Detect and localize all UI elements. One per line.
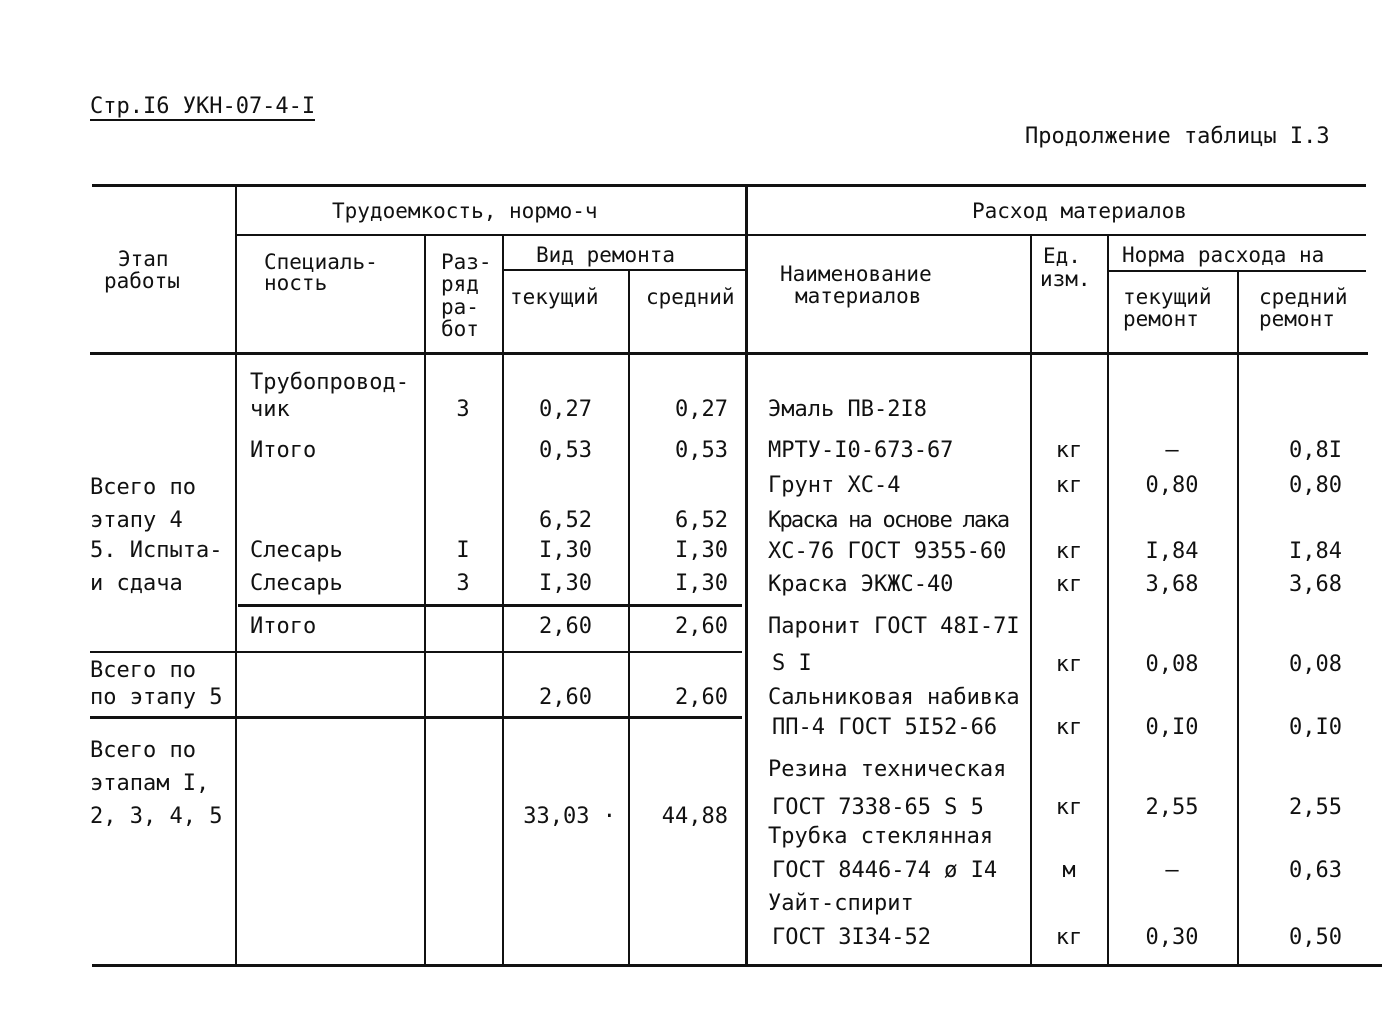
header-cons-current-2: ремонт <box>1123 307 1199 331</box>
header-consumption-group: Норма расхода на <box>1122 243 1325 267</box>
cons-medium-cell: 0,8I <box>1289 438 1342 463</box>
table-top-rule <box>92 184 1366 187</box>
grade-cell: I <box>456 538 470 563</box>
header-specialty-1: Специаль- <box>264 250 378 274</box>
col-divider-unit <box>1107 235 1109 965</box>
unit-cell: кг <box>1055 925 1083 950</box>
cons-current-cell: – <box>1165 438 1179 463</box>
current-hours-cell: 33,03 · <box>523 804 616 829</box>
stage-cell: и сдача <box>90 571 183 596</box>
col-divider-stage <box>235 186 237 965</box>
header-cons-medium-2: ремонт <box>1259 307 1335 331</box>
specialty-cell: Слесарь <box>250 571 343 596</box>
table-bottom-rule <box>92 964 1382 967</box>
material-name-cell: ГОСТ 3I34-52 <box>772 925 931 950</box>
unit-cell: кг <box>1055 572 1083 597</box>
specialty-cell: Слесарь <box>250 538 343 563</box>
material-name-cell: Сальниковая набивка <box>768 685 1020 710</box>
header-cons-current-1: текущий <box>1123 285 1212 309</box>
header-medium: средний <box>646 285 735 309</box>
current-hours-cell: 2,60 <box>539 614 592 639</box>
col-divider-name <box>1030 235 1032 965</box>
header-materials-group: Расход материалов <box>972 199 1187 223</box>
col-divider-specialty <box>424 235 426 965</box>
cons-current-cell: 2,55 <box>1145 795 1199 820</box>
current-hours-cell: 0,53 <box>539 438 592 463</box>
header-labor-group: Трудоемкость, нормо-ч <box>332 199 598 223</box>
medium-hours-cell: 44,88 <box>661 804 728 829</box>
cons-medium-cell: 0,80 <box>1289 473 1342 498</box>
cons-medium-cell: 0,I0 <box>1289 715 1342 740</box>
current-hours-cell: 2,60 <box>539 685 592 710</box>
stage-cell: этапу 4 <box>90 508 183 533</box>
cons-current-cell: 0,30 <box>1145 925 1199 950</box>
cons-current-cell: 3,68 <box>1145 572 1199 597</box>
material-name-cell: МРТУ-I0-673-67 <box>768 438 954 463</box>
grade-cell: 3 <box>456 571 470 596</box>
stage-cell: Всего по <box>90 658 196 683</box>
header-unit-1: Ед. <box>1043 244 1081 268</box>
header-material-name-1: Наименование <box>780 262 932 286</box>
medium-hours-cell: 0,53 <box>675 438 728 463</box>
material-name-cell: Краска на основе лака <box>768 508 1009 533</box>
medium-hours-cell: I,30 <box>675 538 728 563</box>
header-grade-4: бот <box>441 317 479 341</box>
header-repair-type: Вид ремонта <box>536 243 676 267</box>
specialty-cell: Трубопровод- <box>250 370 409 395</box>
stage-cell: этапам I, <box>90 771 210 796</box>
stage-cell: 5. Испыта- <box>90 538 223 563</box>
cons-current-cell: 0,08 <box>1145 652 1199 677</box>
cons-medium-cell: 2,55 <box>1289 795 1342 820</box>
stage-cell: по этапу 5 <box>90 685 223 710</box>
current-hours-cell: I,30 <box>539 571 592 596</box>
stage5-itogo-rule <box>238 604 742 607</box>
cons-current-cell: I,84 <box>1145 539 1199 564</box>
header-stage-2: работы <box>104 269 180 293</box>
cons-medium-cell: 0,63 <box>1289 858 1342 883</box>
material-name-cell: Эмаль ПВ-2I8 <box>768 397 927 422</box>
material-name-cell: Уайт-спирит <box>768 891 914 916</box>
repair-type-rule <box>503 269 746 271</box>
stage5-total-top-rule <box>90 651 742 653</box>
material-name-cell: S I <box>772 651 812 676</box>
unit-cell: кг <box>1055 473 1083 498</box>
unit-cell: кг <box>1055 438 1083 463</box>
materials-group-rule <box>748 234 1366 236</box>
material-name-cell: Резина техническая <box>768 757 1007 782</box>
header-grade-2: ряд <box>441 272 479 296</box>
table-continuation-title: Продолжение таблицы I.3 <box>1025 124 1330 149</box>
stage5-total-bottom-rule <box>90 716 742 719</box>
cons-medium-cell: I,84 <box>1289 539 1342 564</box>
col-divider-grade <box>502 235 504 965</box>
cons-current-cell: 0,80 <box>1145 473 1199 498</box>
specialty-cell: Итого <box>250 438 317 463</box>
medium-hours-cell: I,30 <box>675 571 728 596</box>
unit-cell: кг <box>1055 715 1083 740</box>
unit-cell: кг <box>1055 652 1083 677</box>
grade-cell: 3 <box>456 397 470 422</box>
header-bottom-rule <box>90 352 1368 355</box>
labor-group-rule <box>236 234 746 236</box>
unit-cell: кг <box>1055 539 1083 564</box>
material-name-cell: Трубка стеклянная <box>768 824 994 849</box>
header-grade-1: Раз- <box>441 250 492 274</box>
unit-cell: кг <box>1055 795 1083 820</box>
current-hours-cell: 0,27 <box>539 397 592 422</box>
current-hours-cell: 6,52 <box>539 508 592 533</box>
cons-current-cell: 0,I0 <box>1145 715 1199 740</box>
material-name-cell: Краска ЭКЖС-40 <box>768 572 954 597</box>
medium-hours-cell: 2,60 <box>675 685 728 710</box>
header-material-name-2: материалов <box>795 284 922 308</box>
page-reference: Стр.I6 УКН-07-4-I <box>90 94 316 119</box>
header-current: текущий <box>510 285 599 309</box>
header-stage-1: Этап <box>118 247 169 271</box>
material-name-cell: Паронит ГОСТ 48I-7I <box>768 614 1020 639</box>
stage-cell: Всего по <box>90 475 196 500</box>
material-name-cell: ХС-76 ГОСТ 9355-60 <box>768 539 1007 564</box>
cons-current-cell: – <box>1165 858 1179 883</box>
stage-cell: Всего по <box>90 738 196 763</box>
medium-hours-cell: 0,27 <box>675 397 728 422</box>
current-hours-cell: I,30 <box>539 538 592 563</box>
specialty-cell: чик <box>250 397 290 422</box>
header-unit-2: изм. <box>1040 267 1091 291</box>
header-cons-medium-1: средний <box>1259 285 1348 309</box>
medium-hours-cell: 6,52 <box>675 508 728 533</box>
medium-hours-cell: 2,60 <box>675 614 728 639</box>
header-specialty-2: ность <box>264 271 328 295</box>
material-name-cell: ГОСТ 8446-74 ø I4 <box>772 858 998 883</box>
specialty-cell: Итого <box>250 614 317 639</box>
col-divider-labor-materials <box>745 186 748 965</box>
cons-medium-cell: 0,08 <box>1289 652 1342 677</box>
cons-medium-cell: 3,68 <box>1289 572 1342 597</box>
unit-cell: м <box>1062 858 1076 883</box>
material-name-cell: ПП-4 ГОСТ 5I52-66 <box>772 715 998 740</box>
material-name-cell: ГОСТ 7338-65 S 5 <box>772 795 984 820</box>
material-name-cell: Грунт ХС-4 <box>768 473 901 498</box>
stage-cell: 2, 3, 4, 5 <box>90 804 223 829</box>
header-grade-3: ра- <box>441 295 479 319</box>
cons-medium-cell: 0,50 <box>1289 925 1342 950</box>
